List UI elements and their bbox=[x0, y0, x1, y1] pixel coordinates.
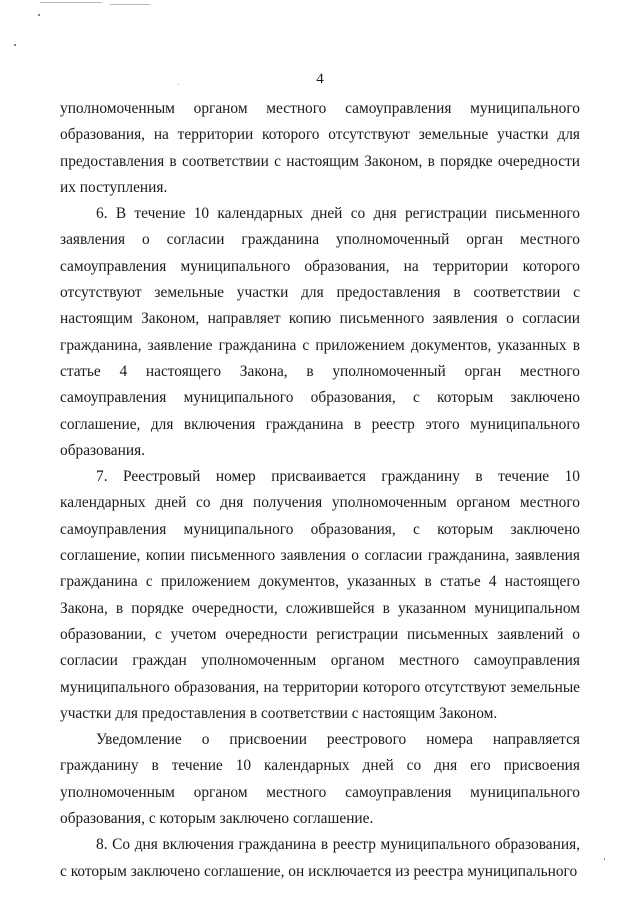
text-line: которым заключено соглашение, он исключается из реестра муниципального bbox=[70, 862, 578, 880]
page-number: 4 bbox=[316, 71, 324, 87]
paragraph-item-7 bbox=[60, 464, 580, 727]
scan-dot-left bbox=[14, 44, 16, 46]
text-line: настоящим Законом, направляет копию письменного заявления о согласии bbox=[60, 310, 580, 328]
text-line: предоставления в соответствии с настоящим Законом, в порядке очередности их bbox=[60, 152, 580, 196]
text-line: гражданина, заявление гражданина с приложением документов, указанных в bbox=[60, 336, 580, 354]
text-line: самоуправления муниципального образования, на территории которого bbox=[60, 257, 580, 275]
text-line: образования, на территории которого отсутствуют земельные участки для bbox=[60, 126, 580, 144]
paragraph-notification bbox=[60, 727, 580, 832]
paragraph-item-8 bbox=[60, 832, 580, 885]
scan-dot-top bbox=[38, 14, 40, 16]
text-line: гражданина в реестр этого муниципального образования. bbox=[60, 415, 580, 459]
text-line: 8. Со дня включения гражданина в реестр муниципального образования, с bbox=[60, 836, 580, 880]
paragraph-continuation bbox=[60, 96, 580, 201]
paragraph-item-6 bbox=[60, 201, 580, 464]
text-line: соглашение, копии письменного заявления о согласии гражданина, заявления bbox=[60, 547, 580, 565]
scan-edge-line-left bbox=[40, 2, 102, 3]
text-line: органом местного самоуправления муниципального образования, с которым bbox=[60, 783, 580, 828]
text-line: уполномоченным органом местного самоуправления муниципального bbox=[60, 100, 580, 117]
text-line: отсутствуют земельные участки для предоставления в соответствии с bbox=[60, 284, 580, 302]
text-line: заявления о согласии гражданина уполномоченный орган местного bbox=[60, 231, 580, 249]
text-line: муниципального образования, с которым заключено соглашение, для включения bbox=[60, 389, 580, 433]
document-body bbox=[60, 96, 580, 885]
text-line: Закона, в порядке очередности, сложившейся в указанном муниципальном bbox=[60, 599, 580, 617]
text-line: 6. В течение 10 календарных дней со дня регистрации письменного bbox=[96, 205, 580, 223]
text-line: участки для предоставления в соответствии с настоящим Законом. bbox=[60, 704, 498, 722]
text-line: статье 4 настоящего Закона, в уполномоченный орган местного самоуправления bbox=[60, 362, 580, 407]
text-line: календарных дней со дня получения уполномоченным органом местного bbox=[60, 494, 580, 512]
text-line: самоуправления муниципального образования, с которым заключено bbox=[60, 520, 580, 538]
text-line: поступления. bbox=[79, 178, 168, 196]
text-line: согласии граждан уполномоченным органом местного самоуправления bbox=[60, 652, 580, 670]
text-line: Уведомление о присвоении реестрового номера направляется гражданину bbox=[60, 731, 580, 775]
text-line: в течение 10 календарных дней со дня его присвоения уполномоченным bbox=[60, 757, 581, 801]
text-line: заключено соглашение. bbox=[219, 810, 374, 828]
scan-dot-right bbox=[604, 858, 605, 860]
text-line: гражданина с приложением документов, указанных в статье 4 настоящего bbox=[60, 573, 580, 591]
text-line: муниципального образования, на территории которого отсутствуют земельные bbox=[60, 678, 580, 696]
text-line: образовании, с учетом очередности регистрации письменных заявлений о bbox=[60, 625, 580, 643]
scan-edge-line-right bbox=[110, 4, 150, 5]
text-line: 7. Реестровый номер присваивается гражданину в течение 10 bbox=[96, 468, 580, 486]
